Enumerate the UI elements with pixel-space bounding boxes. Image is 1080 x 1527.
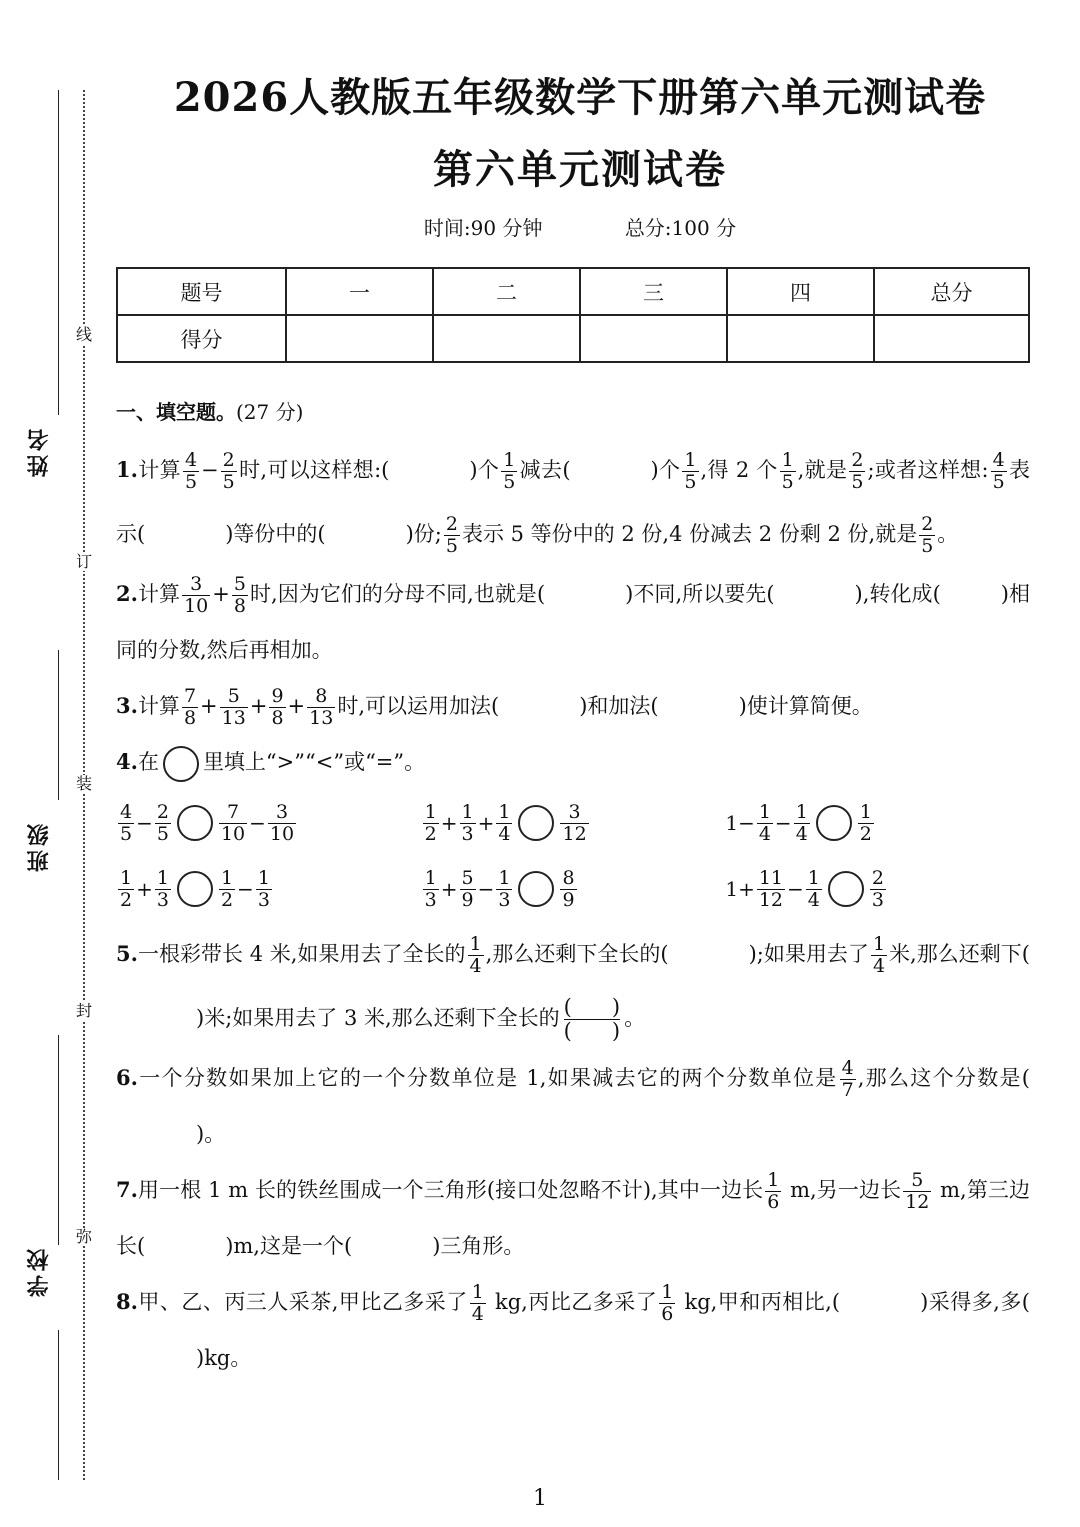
fraction-part: 9 — [562, 888, 575, 911]
name-label: 姓名 — [27, 425, 52, 477]
fraction — [991, 450, 1007, 493]
fraction-part: 1 — [471, 1281, 484, 1303]
name-line — [58, 90, 59, 250]
fraction-part: 1 — [503, 449, 516, 471]
fraction-part: 8 — [233, 595, 246, 617]
question-text: ,得 2 个 — [700, 458, 778, 482]
fraction — [840, 1058, 856, 1101]
question-number: 1. — [116, 457, 138, 482]
fraction-part: 7 — [183, 685, 197, 707]
question-text: 计算 — [137, 694, 180, 718]
fraction-part: 2 — [120, 888, 133, 911]
fraction-part: 1 — [424, 866, 437, 889]
fraction-part: 10 — [184, 595, 209, 617]
section-heading — [116, 392, 1030, 432]
fraction-part: 8 — [307, 686, 335, 708]
fraction-part: 5 — [503, 471, 516, 493]
question-number: 4. — [116, 749, 138, 774]
fraction — [780, 450, 796, 493]
fraction-part: 5 — [222, 471, 235, 493]
header-cell: 三 — [580, 268, 727, 315]
fraction-part: 1 — [424, 800, 437, 823]
fraction-part — [806, 868, 822, 911]
fraction-part — [155, 802, 171, 845]
question-4 — [116, 734, 1030, 790]
fraction-part: 5 — [781, 471, 794, 493]
question-text: 时,可以这样想:( — [238, 458, 390, 482]
question-text: )m,这是一个( — [225, 1234, 353, 1258]
fraction-part: 2 — [220, 888, 234, 911]
section-points: (27 分) — [236, 400, 304, 424]
comparison-item: $\frac{1}{3}$ + $\frac{5}{9}$ − $\frac{1}{3}$ $\frac{8}{9}$ — [424, 866, 575, 911]
fraction-part: 13 — [309, 707, 334, 729]
name-line-2 — [58, 245, 59, 415]
fraction-part: 3 — [560, 802, 588, 824]
question-text: ,那么这个分数是( — [857, 1066, 1030, 1090]
question-text: 用一根 1 m 长的铁丝围成一个三角形(接口处忽略不计),其中一边长 — [137, 1178, 764, 1202]
fraction-part: 5 — [233, 573, 246, 595]
fraction-part — [496, 868, 512, 911]
school-line — [58, 1035, 59, 1245]
fraction-part — [219, 868, 235, 911]
question-3: 3.计算 $\frac{7}{8}$ + $\frac{5}{13}$ + $\frac{9}{8}$ + $\frac{8}{13}$ 时,可以运用加法( )和加法( )使计算简便。 — [116, 685, 873, 729]
fraction-part: 8 — [562, 866, 575, 889]
fraction-part: 1 — [469, 933, 482, 955]
fraction-part: 4 — [758, 822, 771, 845]
fraction — [307, 686, 335, 729]
fraction-part: 6 — [767, 1191, 780, 1213]
question-number: 2. — [116, 581, 138, 606]
fraction — [220, 686, 248, 729]
comparison-item: $\frac{1}{2}$ + $\frac{1}{3}$ $\frac{1}{2}$ − $\frac{1}{3}$ — [120, 866, 270, 911]
question-text: 甲、乙、丙三人采茶,甲比乙多采了 — [137, 1290, 468, 1314]
fraction-part: 5 — [461, 866, 474, 889]
fraction — [659, 1282, 675, 1325]
fraction-part: 5 — [184, 471, 198, 493]
question-text: )米;如果用去了 3 米,那么还剩下全长的 — [196, 1006, 560, 1030]
fraction-part: 3 — [424, 888, 437, 911]
fraction-part: 1 — [758, 800, 771, 823]
cut-mark-ding: 订 — [76, 552, 93, 571]
fraction-part — [870, 868, 886, 911]
fraction-part — [268, 802, 296, 845]
fraction-answer-blank[interactable]: ( ) ( ) — [563, 994, 621, 1043]
fraction-part: 4 — [992, 449, 1005, 471]
score-cell[interactable] — [874, 315, 1029, 362]
question-text: )和加法( — [579, 694, 659, 718]
fraction-part: 11 — [758, 866, 784, 889]
score-table — [116, 267, 1030, 363]
comparison-item: 1+ $\frac{11}{12}$ − $\frac{1}{4}$ $\frac{2}{3}$ — [725, 866, 884, 911]
fraction-part: 3 — [182, 574, 210, 596]
fraction-part: 8 — [271, 707, 284, 729]
class-label: 班级 — [27, 820, 52, 872]
fraction-part: 5 — [903, 1170, 931, 1192]
question-text: )使计算简便。 — [738, 694, 873, 718]
fraction-part — [496, 802, 512, 845]
score-table-header — [117, 268, 1029, 315]
fraction-part — [423, 802, 439, 845]
fraction-part — [118, 802, 134, 845]
fraction-part: 3 — [268, 802, 296, 824]
question-text: kg,丙比乙多采了 — [487, 1290, 658, 1314]
page-subtitle: 第六单元测试卷 — [433, 146, 727, 193]
fraction-part: 4 — [184, 449, 198, 471]
fraction-part: 12 — [905, 1191, 930, 1213]
fraction-part: 13 — [221, 707, 246, 729]
compare-circle[interactable] — [828, 871, 864, 907]
fraction — [470, 1282, 486, 1325]
score-cell[interactable] — [727, 315, 874, 362]
score-cell[interactable] — [580, 315, 727, 362]
question-text: ;或者这样想: — [867, 458, 989, 482]
question-text: );如果用去了 — [748, 942, 869, 966]
fraction-part: 5 — [220, 686, 248, 708]
fraction-part — [757, 868, 785, 911]
header-cell: 一 — [286, 268, 433, 315]
fraction-part: 1 — [807, 866, 820, 889]
school-label: 学校 — [27, 1245, 52, 1297]
question-2: 2.计算 $\frac{3}{10}$ + $\frac{5}{8}$ 时,因为它们的分母不同,也就是( )不同,所以要先( ),转化成( )相同的分数,然后再相加。 — [116, 573, 1031, 662]
fraction-part — [858, 802, 874, 845]
page-number: 1 — [533, 1486, 547, 1511]
fraction-part: 5 — [851, 471, 864, 493]
fraction-part — [794, 802, 810, 845]
fraction-part: 5 — [156, 822, 169, 845]
fraction-part: 1 — [498, 866, 511, 889]
total-score: 总分:100 分 — [624, 216, 737, 240]
fraction — [444, 514, 460, 557]
page-title: 2026人教版五年级数学下册第六单元测试卷 — [173, 74, 987, 121]
exam-meta — [100, 212, 1060, 241]
question-number: 6. — [116, 1065, 138, 1090]
fraction-part: 1 — [859, 800, 872, 823]
comparison-row — [116, 856, 1030, 922]
fraction-part: 7 — [219, 802, 247, 824]
fraction-part: 2 — [871, 866, 884, 889]
fraction-part: 1 — [156, 866, 169, 889]
question-text: 时,因为它们的分母不同,也就是( — [249, 582, 546, 606]
fraction-part — [560, 868, 576, 911]
fraction-part: 2 — [424, 822, 437, 845]
cut-mark-line: 线 — [76, 325, 93, 344]
fraction-part: 2 — [859, 822, 872, 845]
fraction-part — [219, 802, 247, 845]
fraction-part: 4 — [841, 1057, 854, 1079]
question-text: 一个分数如果加上它的一个分数单位是 1,如果减去它的两个分数单位是 — [137, 1066, 838, 1090]
section-title: 一、填空题。 — [116, 400, 236, 424]
question-text: ,就是 — [797, 458, 848, 482]
question-text: )不同,所以要先( — [625, 582, 775, 606]
fraction-part: 2 — [921, 513, 934, 535]
fraction-part: 4 — [872, 955, 886, 977]
fraction-part: 9 — [271, 685, 284, 707]
question-7 — [116, 1162, 1030, 1274]
fraction-part: 10 — [269, 822, 295, 845]
compare-circle[interactable] — [177, 871, 213, 907]
fraction-part — [118, 868, 134, 911]
cut-mark-mi: 弥 — [76, 1227, 93, 1246]
fraction-part: 1 — [257, 866, 270, 889]
fraction-part: 1 — [684, 449, 697, 471]
header-cell: 四 — [727, 268, 874, 315]
score-cell[interactable] — [286, 315, 433, 362]
row-label: 得分 — [117, 315, 286, 362]
fraction — [232, 574, 248, 617]
score-table-row — [117, 315, 1029, 362]
question-text: m,另一边长 — [783, 1178, 902, 1202]
time-limit: 时间:90 分钟 — [423, 216, 543, 240]
score-cell[interactable] — [433, 315, 580, 362]
fraction-part: 3 — [871, 888, 884, 911]
fraction — [182, 574, 210, 617]
fraction-part: 10 — [220, 822, 246, 845]
fraction-part: 3 — [461, 822, 474, 845]
fraction-part: 9 — [461, 888, 474, 911]
question-text: )采得多,多( — [920, 1290, 1030, 1314]
fraction-part: 7 — [841, 1079, 854, 1101]
question-text: 在 — [137, 750, 159, 774]
fraction — [765, 1170, 781, 1213]
class-line — [58, 650, 59, 800]
fraction-part: 4 — [469, 955, 482, 977]
question-text: )个 — [650, 458, 681, 482]
fraction-part — [423, 868, 439, 911]
fraction-part: 1 — [781, 449, 794, 471]
fraction-part: 4 — [795, 822, 808, 845]
comparison-row — [116, 790, 1030, 856]
question-number: 5. — [116, 941, 138, 966]
question-6 — [116, 1050, 1030, 1162]
question-text: 。 — [937, 522, 959, 546]
question-number: 8. — [116, 1289, 138, 1314]
fraction — [269, 686, 285, 729]
circle-icon — [163, 746, 199, 782]
question-text: kg,甲和丙相比,( — [677, 1290, 841, 1314]
comparison-item: $\frac{4}{5}$ − $\frac{2}{5}$ $\frac{7}{10}$ − $\frac{3}{10}$ — [120, 800, 295, 845]
fraction-part — [757, 802, 773, 845]
question-text: )个 — [469, 458, 500, 482]
fraction-part: 5 — [992, 471, 1005, 493]
compare-circle[interactable] — [518, 805, 554, 841]
question-number: 7. — [116, 1177, 138, 1202]
compare-circle[interactable] — [177, 805, 213, 841]
comparison-item: $\frac{1}{2}$ + $\frac{1}{3}$ + $\frac{1}{4}$ $\frac{3}{12}$ — [424, 800, 587, 845]
question-text: ,那么还剩下全长的( — [485, 942, 669, 966]
fraction-part — [155, 868, 171, 911]
cut-mark-feng: 封 — [76, 1001, 93, 1020]
question-text: )kg。 — [196, 1346, 252, 1370]
question-text: )等份中的( — [225, 522, 326, 546]
fraction-part: 4 — [120, 800, 133, 823]
fraction-part: 1 — [767, 1169, 780, 1191]
question-8 — [116, 1274, 1030, 1386]
question-5 — [116, 922, 1030, 1050]
question-text: m,第三边长( — [116, 1178, 1031, 1258]
question-text: ),转化成( — [854, 582, 941, 606]
question-text: 计算 — [137, 458, 181, 482]
question-text: )相同的分数,然后再相加。 — [116, 582, 1031, 662]
comparison-grid — [116, 790, 1030, 922]
fraction — [182, 686, 198, 729]
fraction — [903, 1170, 931, 1213]
fraction — [501, 450, 517, 493]
fraction — [682, 450, 698, 493]
fraction — [183, 450, 199, 493]
question-text: )三角形。 — [432, 1234, 525, 1258]
question-content — [116, 392, 1030, 1386]
fraction-part: 1 — [795, 800, 808, 823]
fraction-part: 2 — [222, 449, 235, 471]
fraction-part: 5 — [921, 535, 934, 557]
fraction-part: 5 — [120, 822, 133, 845]
fraction-part: 1 — [661, 1281, 674, 1303]
fraction-part: 1 — [872, 933, 886, 955]
fraction — [871, 934, 887, 977]
fraction-part: 12 — [562, 822, 587, 845]
comparison-item: 1− $\frac{1}{4}$ − $\frac{1}{4}$ $\frac{1}{2}$ — [725, 800, 872, 845]
question-text: 里填上“>”“<”或“=”。 — [202, 750, 426, 774]
question-text: 表示 5 等份中的 2 份,4 份减去 2 份剩 2 份,就是 — [461, 522, 918, 546]
fraction-part: 2 — [851, 449, 864, 471]
question-text: )份; — [405, 522, 442, 546]
fraction-part: 2 — [445, 513, 458, 535]
fraction-part: 3 — [156, 888, 169, 911]
question-1: 1.计算 $\frac{4}{5}$ − $\frac{2}{5}$ 时,可以这样想:( )个 $\frac{1}{5}$ 减去( )个 $\frac{1}{5}$ ,得 2 个 $\frac{1}{5}$ ,就是 $\frac{2}{5}$ ;或者这样想: $\frac{4}{5}$ 表示( )等份中的( )份; $\frac{2}{5}$ 表示 5 等份中的 2 份,4 份减去 2 份剩 2 份,就是 $\frac{2}{5}$ 。 — [116, 449, 1031, 557]
fraction-part: 6 — [661, 1303, 674, 1325]
fraction-part: 8 — [183, 707, 197, 729]
fraction-part: 1 — [461, 800, 474, 823]
fraction-part: 1 — [498, 800, 511, 823]
question-text: 米,那么还剩下( — [889, 942, 1030, 966]
header-cell: 总分 — [874, 268, 1029, 315]
fraction-part — [460, 868, 476, 911]
fraction-part: 12 — [758, 888, 784, 911]
question-text: 减去( — [519, 458, 571, 482]
fraction-part: 2 — [156, 800, 169, 823]
question-text: 。 — [624, 1006, 646, 1030]
fraction-part: 4 — [471, 1303, 484, 1325]
question-text: 一根彩带长 4 米,如果用去了全长的 — [137, 942, 466, 966]
fraction — [919, 514, 935, 557]
compare-circle[interactable] — [518, 871, 554, 907]
compare-circle[interactable] — [816, 805, 852, 841]
question-number: 3. — [116, 693, 138, 718]
fraction-part: 5 — [445, 535, 458, 557]
header-cell: 二 — [433, 268, 580, 315]
question-text: )。 — [196, 1122, 226, 1146]
fraction-part: 5 — [684, 471, 697, 493]
fraction-part: 3 — [257, 888, 270, 911]
fraction-part: 4 — [498, 822, 511, 845]
header-cell: 题号 — [117, 268, 286, 315]
question-text: 表示( — [116, 458, 1031, 546]
fraction — [221, 450, 237, 493]
question-text: 时,可以运用加法( — [337, 694, 500, 718]
fraction — [468, 934, 484, 977]
fraction-part — [256, 868, 272, 911]
fraction — [849, 450, 865, 493]
fraction-part: 1 — [220, 866, 234, 889]
fraction-part — [460, 802, 476, 845]
cut-mark-zhuang: 装 — [76, 774, 93, 793]
fraction-part — [560, 802, 588, 845]
question-text: 计算 — [137, 582, 181, 606]
fraction-part: 1 — [120, 866, 133, 889]
fraction-part: 3 — [498, 888, 511, 911]
school-line-2 — [58, 1330, 59, 1480]
fraction-part: 4 — [807, 888, 820, 911]
